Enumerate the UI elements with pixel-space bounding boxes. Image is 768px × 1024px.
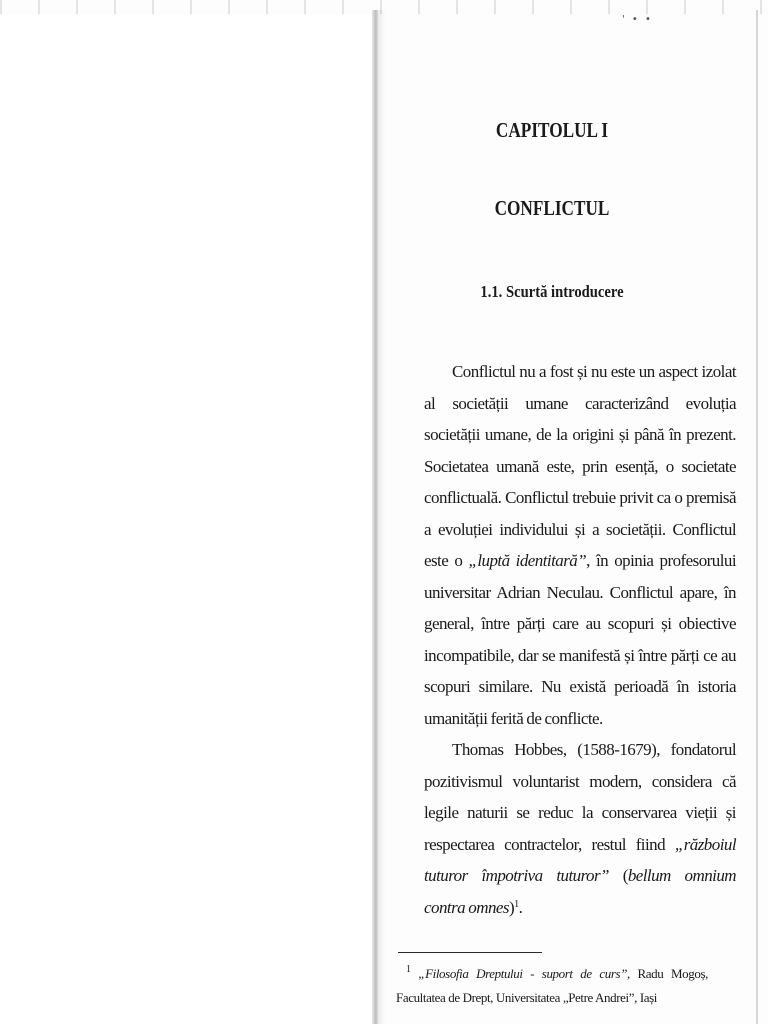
footnote — [396, 962, 708, 1010]
paragraph-2-text-c: ) — [508, 897, 515, 917]
body-text — [396, 356, 737, 923]
paragraph-2-quote: „războiul tuturor împotriva tuturor” — [424, 834, 736, 885]
paragraph-1-quote: „luptă identitară” — [468, 551, 587, 570]
footnote-source-rest: , Radu Mogoș, Facultatea de Drept, Universitatea „Petre Andrei”, Iași — [396, 966, 708, 1005]
footnote-number: 1 — [406, 964, 411, 975]
spine-shadow — [378, 10, 386, 1024]
paragraph-2-end: . — [518, 897, 523, 917]
paragraph-1-text-a: Conflictul nu a fost și nu este un aspect izolat al societății umane caracterizând evoluția societății umane, de la origini și până în prezent. Societatea umană este, prin esență, o societate conflictuală. Conflictul trebuie privit ca o premisă a evoluției individului și a societății. Conflictul este o — [424, 362, 736, 570]
footnote-reference: 1 — [514, 898, 519, 910]
paragraph-2-latin: bellum omnium contra omnes — [424, 866, 737, 917]
footnote-separator — [398, 952, 542, 953]
footnote-source-title: „Filosofia Dreptului - suport de curs” — [418, 966, 628, 981]
left-blank-page — [0, 14, 372, 1024]
chapter-title: CONFLICTUL — [494, 196, 610, 220]
paragraph-1 — [396, 356, 736, 734]
page-right-edge — [756, 10, 758, 1024]
paragraph-1-text-b: , în opinia profesorului universitar Adrian Neculau. Conflictul apare, în general, între părți care au scopuri și obiective incompatibile, dar se manifestă și între părți ce au scopuri similare. Nu există perioadă în istoria umanității ferită de conflicte. — [424, 551, 736, 728]
chapter-label: CAPITOLUL I — [495, 118, 609, 142]
paragraph-2 — [396, 734, 737, 923]
paragraph-2-text-a: Thomas Hobbes, (1588-1679), fondatorul pozitivismul voluntarist modern, considera că legile naturii se reduc la conservarea vieții și respectarea contractelor, restul fiind — [424, 740, 736, 854]
scan-corner-marks: ' • • — [622, 14, 653, 25]
section-heading: 1.1. Scurtă introducere — [480, 282, 624, 301]
paragraph-2-text-b: ( — [608, 866, 628, 885]
right-page — [396, 0, 737, 1024]
